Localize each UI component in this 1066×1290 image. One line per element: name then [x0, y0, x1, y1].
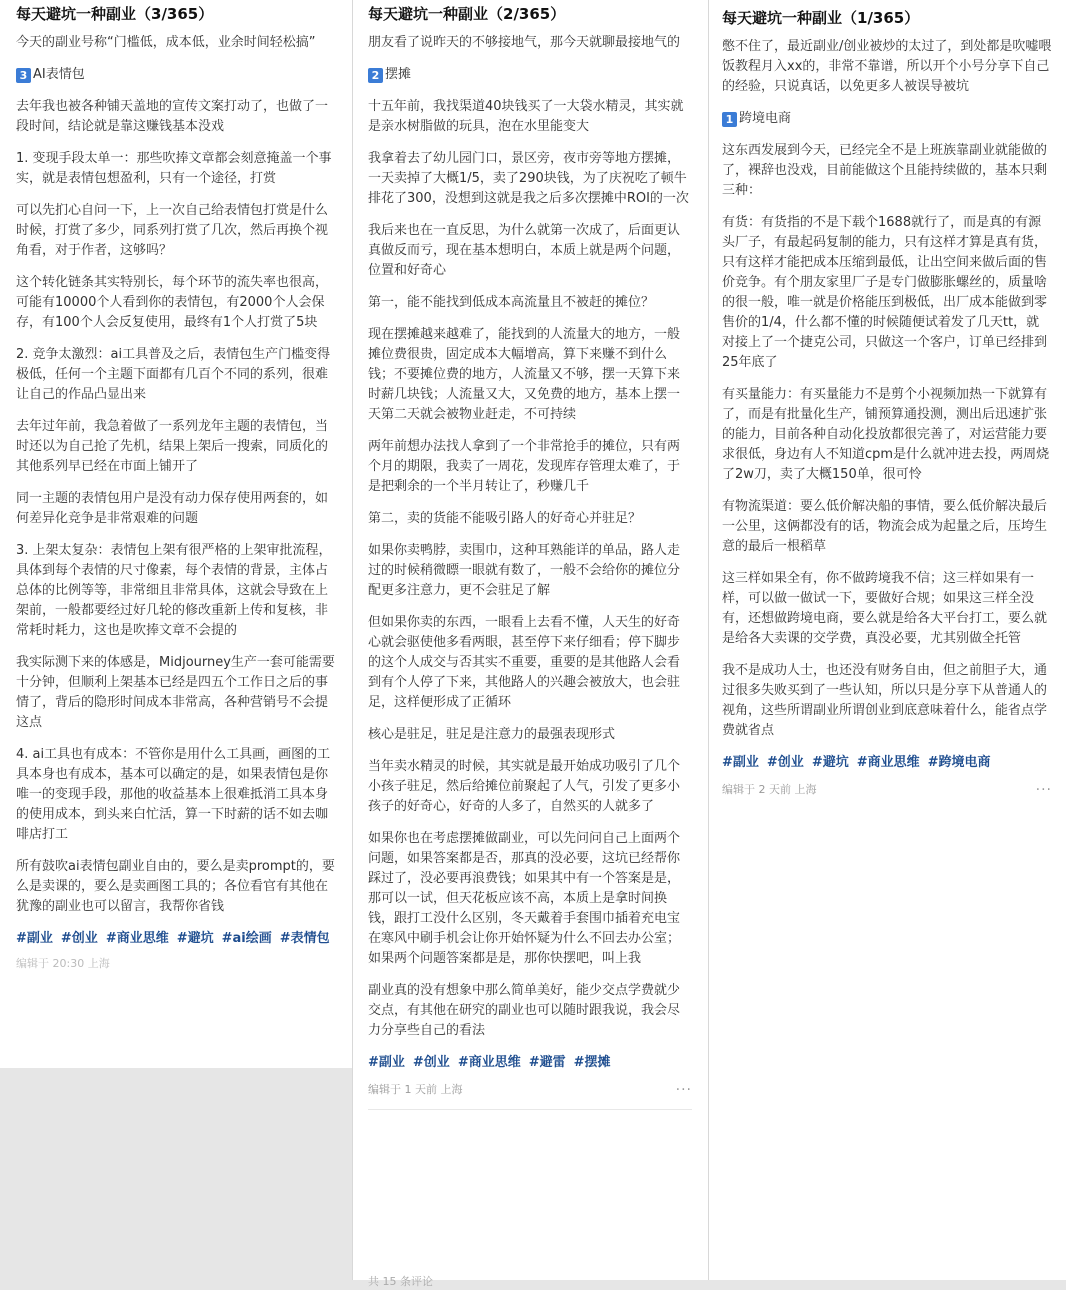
body-paragraph: 可以先扪心自问一下，上一次自己给表情包打赏是什么时候，打赏了多少，同系列打赏了几次，然后再换个视角看，对于作者，这够吗？ [16, 203, 329, 258]
body-paragraph: 去年过年前，我急着做了一系列龙年主题的表情包，当时还以为自己抢了先机，结果上架后一搜索，同质化的其他系列早已经在市面上铺开了 [16, 419, 329, 474]
hashtag-link[interactable]: #创业 [412, 1055, 450, 1070]
post-title[interactable]: 每天避坑一种副业（3/365） [16, 5, 214, 23]
body-paragraph: 所有鼓吹ai表情包副业自由的，要么是卖prompt的，要么是卖课的，要么是卖画图工具的；各位看官有其他在犹豫的副业也可以留言，我帮你省钱 [16, 859, 335, 914]
body-paragraph: 我拿着去了幼儿园门口，景区旁，夜市旁等地方摆摊，一天卖掉了大概1/5，卖了290块钱，为了庆祝吃了顿牛排花了300，没想到这就是我之后多次摆摊中ROI的一次 [368, 151, 689, 206]
body-paragraph: 如果你卖鸭脖，卖围巾，这种耳熟能详的单品，路人走过的时候稍微瞟一眼就有数了，一般不会给你的摊位分配更多注意力，更不会驻足了解 [368, 543, 681, 598]
section-heading [722, 109, 1052, 129]
body-paragraph: 第一，能不能找到低成本高流量且不被赶的摊位？ [368, 295, 655, 310]
body-paragraph: 去年我也被各种铺天盖地的宣传文案打动了，也做了一段时间，结论就是靠这赚钱基本没戏 [16, 99, 329, 134]
post-body [368, 97, 692, 1041]
number-1-icon: 1 [722, 112, 737, 127]
body-paragraph: 但如果你卖的东西，一眼看上去看不懂，人天生的好奇心就会驱使他多看两眼，甚至停下来仔细看；停下脚步的这个人成交与否其实不重要，重要的是其他路人会看到有个人停了下来，其他路人的兴趣会被放大，也会驻足，这样便形成了正循环 [368, 615, 681, 710]
body-paragraph: 我后来也在一直反思，为什么就第一次成了，后面更认真做反而亏，现在基本想明白，本质上就是两个问题，位置和好奇心 [368, 223, 681, 278]
body-paragraph: 3. 上架太复杂：表情包上架有很严格的上架审批流程，具体到每个表情的尺寸像素，每个表情的背景，主体占总体的比例等等，非常细且非常具体，这就会导致在上架前，一般都要经过好几轮的修改重新上传和复核，非常耗时耗力，这也是吹捧文章不会提的 [16, 543, 332, 638]
tag-list [368, 1053, 692, 1073]
hashtag-link[interactable]: #创业 [766, 755, 804, 770]
column-divider [352, 0, 353, 1280]
post-card-2 [352, 0, 708, 1288]
body-paragraph: 4. ai工具也有成本：不管你是用什么工具画，画图的工具本身也有成本，基本可以确定的是，如果表情包是你唯一的变现手段，那他的收益基本上很难抵消工具本身的使用成本，到头来白忙活，算一下时薪的话不如去咖啡店打工 [16, 747, 331, 842]
post-intro: 今天的副业号称“门槛低，成本低，业余时间轻松搞” [16, 35, 316, 50]
number-2-icon: 2 [368, 68, 383, 83]
body-paragraph: 副业真的没有想象中那么简单美好，能少交点学费就少交点，有其他在研究的副业也可以随时跟我说，我会尽力分享些自己的看法 [368, 983, 681, 1038]
hashtag-link[interactable]: #副业 [368, 1055, 405, 1070]
hashtag-link[interactable]: #ai绘画 [221, 931, 272, 946]
divider [368, 1109, 692, 1110]
body-paragraph: 有物流渠道：要么低价解决船的事情，要么低价解决最后一公里，这俩都没有的话，物流会成为起量之后，压垮生意的最后一根稻草 [722, 499, 1048, 554]
post-title[interactable]: 每天避坑一种副业（2/365） [368, 5, 566, 23]
section-heading [16, 65, 336, 85]
more-options-icon[interactable]: ··· [675, 1082, 692, 1098]
hashtag-link[interactable]: #副业 [16, 931, 53, 946]
tag-list [722, 753, 1052, 773]
post-meta: 编辑于 1 天前 上海 [368, 1083, 463, 1096]
body-paragraph: 我实际测下来的体感是，Midjourney生产一套可能需要十分钟，但顺利上架基本已经是四五个工作日之后的事情了，背后的隐形时间成本非常高，各种营销号不会提这点 [16, 655, 335, 730]
post-body [16, 97, 336, 917]
post-body [722, 141, 1052, 741]
post-meta-row [368, 1081, 692, 1099]
body-paragraph: 核心是驻足，驻足是注意力的最强表现形式 [368, 727, 616, 742]
post-meta: 编辑于 2 天前 上海 [722, 783, 817, 796]
post-title[interactable]: 每天避坑一种副业（1/365） [722, 9, 920, 27]
post-card-3 [0, 0, 352, 1068]
post-meta: 编辑于 20:30 上海 [16, 957, 110, 970]
body-paragraph: 2. 竞争太激烈：ai工具普及之后，表情包生产门槛变得极低，任何一个主题下面都有几百个不同的系列，很难让自己的作品凸显出来 [16, 347, 331, 402]
post-intro: 憋不住了，最近副业/创业被炒的太过了，到处都是吹嘘喂饭教程月入xx的，非常不靠谱，所以开个小号分享下自己的经验，只说真话，以免更多人被误导被坑 [722, 39, 1052, 94]
body-paragraph: 当年卖水精灵的时候，其实就是最开始成功吸引了几个小孩子驻足，然后给摊位前聚起了人气，引发了更多小孩子的好奇心，好奇的人多了，自然买的人就多了 [368, 759, 681, 814]
body-paragraph: 十五年前，我找渠道40块钱买了一大袋水精灵，其实就是亲水树脂做的玩具，泡在水里能变大 [368, 99, 684, 134]
body-paragraph: 同一主题的表情包用户是没有动力保存使用两套的，如何差异化竞争是非常艰难的问题 [16, 491, 329, 526]
hashtag-link[interactable]: #避坑 [811, 755, 849, 770]
comment-count[interactable]: 共 15 条评论 [368, 1275, 433, 1288]
column-divider [708, 0, 709, 1280]
body-paragraph: 我不是成功人士，也还没有财务自由，但之前胆子大，通过很多失败买到了一些认知，所以只是分享下从普通人的视角，这些所谓副业所谓创业到底意味着什么，能省点学费就省点 [722, 663, 1048, 738]
body-paragraph: 现在摆摊越来越难了，能找到的人流量大的地方，一般摊位费很贵，固定成本大幅增高，算下来赚不到什么钱；不要摊位费的地方，人流量又不够，摆一天算下来时薪几块钱；人流量又大，又免费的地方，基本上摆一天第二天就会被物业赶走，不可持续 [368, 327, 681, 422]
hashtag-link[interactable]: #跨境电商 [927, 755, 991, 770]
hashtag-link[interactable]: #商业思维 [856, 755, 920, 770]
hashtag-link[interactable]: #表情包 [279, 931, 330, 946]
body-paragraph: 有买量能力：有买量能力不是剪个小视频加热一下就算有了，而是有批量化生产，铺预算通投测，测出后迅速扩张的能力，目前各种自动化投放都很完善了，对运营能力要求很低，身边有人不知道cpm是什么就冲进去投，两周烧了2w刀，卖了大概150单，很可怜 [722, 387, 1050, 482]
post-intro: 朋友看了说昨天的不够接地气，那今天就聊最接地气的 [368, 35, 681, 50]
section-label: AI表情包 [33, 67, 85, 82]
body-paragraph: 1. 变现手段太单一：那些吹捧文章都会刻意掩盖一个事实，就是表情包想盈利，只有一个途径，打赏 [16, 151, 332, 186]
hashtag-link[interactable]: #创业 [60, 931, 98, 946]
body-paragraph: 这东西发展到今天，已经完全不是上班族靠副业就能做的了，裸辞也没戏，目前能做这个且能持续做的，基本只剩三种： [722, 143, 1048, 198]
body-paragraph: 这三样如果全有，你不做跨境我不信；这三样如果有一样，可以做一做试一下，要做好合规；如果这三样全没有，还想做跨境电商，要么就是给各大平台打工，要么就是给各大卖课的交学费，真没必要，尤其别做全托管 [722, 571, 1048, 646]
post-meta-row [722, 781, 1052, 799]
hashtag-link[interactable]: #避坑 [176, 931, 214, 946]
body-paragraph: 有货：有货指的不是下载个1688就行了，而是真的有源头厂子，有最起码复制的能力，只有这样才算是真有货，只有这样才能把成本压缩到最低，让出空间来做后面的售价竞争。有个朋友家里厂子是专门做膨胀螺丝的，质量啥的很一般，唯一就是价格能压到极低，出厂成本能做到零售价的1/4，什么都不懂的时候随便试着发了几天tt，就对接上了一个捷克公司，只做这一个客户，订单已经排到25年底了 [722, 215, 1048, 370]
hashtag-link[interactable]: #商业思维 [105, 931, 169, 946]
body-paragraph: 两年前想办法找人拿到了一个非常抢手的摊位，只有两个月的期限，我卖了一周花，发现库存管理太难了，于是把剩余的一个半月转让了，秒赚几千 [368, 439, 681, 494]
more-options-icon[interactable]: ··· [1035, 782, 1052, 798]
body-paragraph: 第二，卖的货能不能吸引路人的好奇心并驻足？ [368, 511, 642, 526]
body-paragraph: 如果你也在考虑摆摊做副业，可以先问问自己上面两个问题，如果答案都是否，那真的没必要，这坑已经帮你踩过了，没必要再浪费钱；如果其中有一个答案是是，那可以一试，但天花板应该不高，本质上是拿时间换钱，跟打工没什么区别，冬天戴着手套围巾插着充电宝在寒风中刷手机会让你开始怀疑为什么不回去办公室；如果两个问题答案都是是，那你快摆吧，叫上我 [368, 831, 681, 966]
post-card-1 [708, 0, 1066, 1280]
hashtag-link[interactable]: #避雷 [528, 1055, 566, 1070]
comment-count-row [352, 1266, 708, 1288]
section-label: 跨境电商 [739, 111, 792, 126]
section-label: 摆摊 [385, 67, 412, 82]
number-3-icon: 3 [16, 68, 31, 83]
body-paragraph: 这个转化链条其实特别长，每个环节的流失率也很高，可能有10000个人看到你的表情包，有2000个人会保存，有100个人会反复使用，最终有1个人打赏了5块 [16, 275, 329, 330]
hashtag-link[interactable]: #副业 [722, 755, 759, 770]
hashtag-link[interactable]: #摆摊 [573, 1055, 611, 1070]
tag-list [16, 929, 336, 949]
section-heading [368, 65, 692, 85]
hashtag-link[interactable]: #商业思维 [457, 1055, 521, 1070]
